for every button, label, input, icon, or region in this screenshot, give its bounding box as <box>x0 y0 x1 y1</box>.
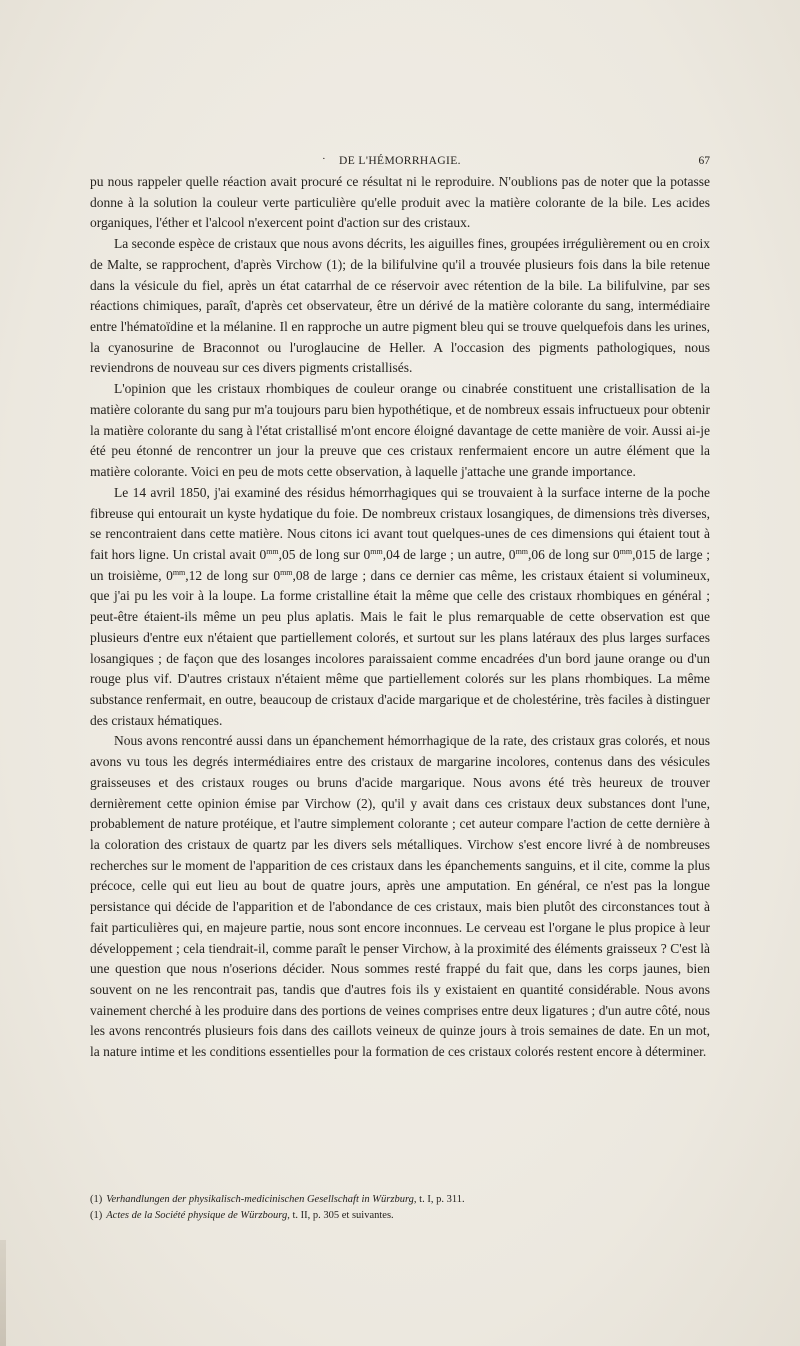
footnote-1 <box>90 1192 710 1208</box>
paragraph-1: pu nous rappeler quelle réaction avait procuré ce résultat ni le reproduire. N'oublions pas de noter que la potasse donne à la solution la couleur verte particulière qu'elle produit avec la matière colorante de la bile. Les acides organiques, l'éther et l'alcool n'exercent point d'action sur des cristaux. <box>90 174 710 231</box>
footnote-detail: , t. II, p. 305 et suivantes. <box>287 1210 394 1221</box>
footnotes <box>90 1192 710 1224</box>
unit-superscript: mm <box>370 546 383 556</box>
unit-superscript: mm <box>172 567 186 577</box>
paragraph-2: La seconde espèce de cristaux que nous avons décrits, les aiguilles fines, groupées irrégulièrement ou en croix de Malte, se rapprochent, d'après Virchow (1); de la bilifulvine qu'il a trouvée plusieurs fois dans la bile retenue dans la vésicule du fiel, après un état catarrhal de ce réservoir avec rétention de la bile. La bilifulvine, par ses réactions chimiques, paraît, d'après cet observateur, être un dérivé de la matière colorante du sang, intermédiaire entre l'hématoïdine et la mélanine. Il en rapproche un autre pigment bleu qui se trouve quelquefois dans les urines, la cyanosurine de Braconnot ou l'uroglaucine de Heller. A l'occasion des pigments pathologiques, nous reviendrons de nouveau sur ces divers pigments cristallisés. <box>90 236 710 376</box>
paragraph-4 <box>90 483 710 732</box>
running-title: DE L'HÉMORRHAGIE. <box>339 155 461 167</box>
footnote-mark: (1) <box>90 1194 103 1205</box>
paragraph-4-text: ,12 de long sur 0 <box>185 567 281 583</box>
unit-superscript: mm <box>266 546 279 556</box>
unit-superscript: mm <box>280 567 293 577</box>
footnote-detail: , t. I, p. 311. <box>413 1194 465 1205</box>
paragraph-4-text: ,015 de large ; un troisième, 0 <box>90 546 711 583</box>
footnote-title: Actes de la Société physique de Würzbourg <box>106 1210 288 1221</box>
footnote-title: Verhandlungen der physikalisch-medicinischen Gesellschaft in Würzburg <box>106 1194 414 1205</box>
header-ornament: · <box>322 153 326 165</box>
unit-superscript: mm <box>619 546 633 556</box>
paragraph-4-text: ,06 de long sur 0 <box>528 546 620 562</box>
paragraph-4-text: ,05 de long sur 0 <box>278 546 371 562</box>
page-number: 67 <box>698 155 710 167</box>
page-edge-shadow <box>0 1240 6 1346</box>
paragraph-4-text: ,08 de large ; dans ce dernier cas même, les cristaux étaient si volumineux, que j'ai pu les voir à la loupe. La forme cristalline était la même que celle des cristaux rhombiques en général ; peut-être étaient-ils même un peu plus aplatis. Mais le fait le plus remarquable de cette observation est que plusieurs d'entre eux n'étaient que partiellement colorés, et surtout sur les plans latéraux des plus larges surfaces losangiques ; de façon que des losanges incolores paraissaient comme encadrées d'un bord jaune orange ou d'un rouge plus vif. D'autres cristaux n'étaient même que partiellement colorés sur les plans rhombiques. La même substance renfermait, en outre, beaucoup de cristaux d'acide margarique et de cholestérine, très faciles à distinguer des cristaux hématiques. <box>90 567 710 728</box>
paragraph-3: L'opinion que les cristaux rhombiques de couleur orange ou cinabrée constituent une cristallisation de la matière colorante du sang pur m'a toujours paru bien hypothétique, et de nombreux essais infructueux pour obtenir la matière colorante du sang à l'état cristallisé m'ont encore éloigné davantage de cette manière de voir. Aussi ai-je été peu étonné de rencontrer un jour la preuve que ces cristaux renfermaient encore un autre élément que la matière colorante. Voici en peu de mots cette observation, à laquelle j'attache une grande importance. <box>90 381 710 480</box>
footnote-mark: (1) <box>90 1210 103 1221</box>
footnote-2 <box>90 1208 710 1224</box>
paragraph-5: Nous avons rencontré aussi dans un épanchement hémorrhagique de la rate, des cristaux gras colorés, et nous avons vu tous les degrés intermédiaires entre des cristaux de margarine incolores, contenus dans des vésicules graisseuses et des cristaux rouges ou bruns d'acide margarique. Nous avons été très heureux de trouver dernièrement cette opinion émise par Virchow (2), qu'il y avait dans ces cristaux deux substances dont l'une, probablement de nature protéique, et l'autre simplement colorante ; cet auteur compare l'action de cette dernière à la coloration des cristaux de quartz par les divers sels métalliques. Virchow s'est encore livré à de nombreuses recherches sur le moment de l'apparition de ces cristaux dans les épanchements sanguins, et il cite, comme la plus précoce, celle qui eut lieu au bout de quatre jours, après une amputation. En général, ce n'est pas la longue persistance qui décide de l'apparition et de l'abondance de ces cristaux, mais bien plutôt des circonstances tout à fait particulières qui, en majeure partie, nous sont encore inconnues. Le cerveau est l'organe le plus propice à leur développement ; cela tiendrait-il, comme paraît le penser Virchow, à la proximité des éléments graisseux ? C'est là une question que nous n'oserions décider. Nous sommes resté frappé du fait que, dans les corps jaunes, bien souvent on ne les rencontrait pas, tandis que d'autres fois ils y existaient en quantité considérable. Nous avons vainement cherché à les produire dans des portions de veines comprises entre deux ligatures ; d'un autre côté, nous les avons rencontrés plusieurs fois dans des caillots veineux de quinze jours à trois semaines de date. En un mot, la nature intime et les conditions essentielles pour la formation de ces cristaux colorés restent encore à déterminer. <box>90 733 710 1060</box>
body-text <box>90 172 710 1063</box>
paragraph-4-text: ,04 de large ; un autre, 0 <box>382 546 516 562</box>
unit-superscript: mm <box>515 546 529 556</box>
running-header <box>90 155 710 173</box>
paragraph-4-text: Le 14 avril 1850, j'ai examiné des résidus hémorrhagiques qui se trouvaient à la surface interne de la poche fibreuse qui entourait un kyste hydatique du foie. De nombreux cristaux losangiques, de dimensions très diverses, se rencontraient dans cette matière. Nous citons ici avant tout quelques-unes de ces dimensions qui étaient tout à fait hors ligne. Un cristal avait 0 <box>90 484 710 562</box>
